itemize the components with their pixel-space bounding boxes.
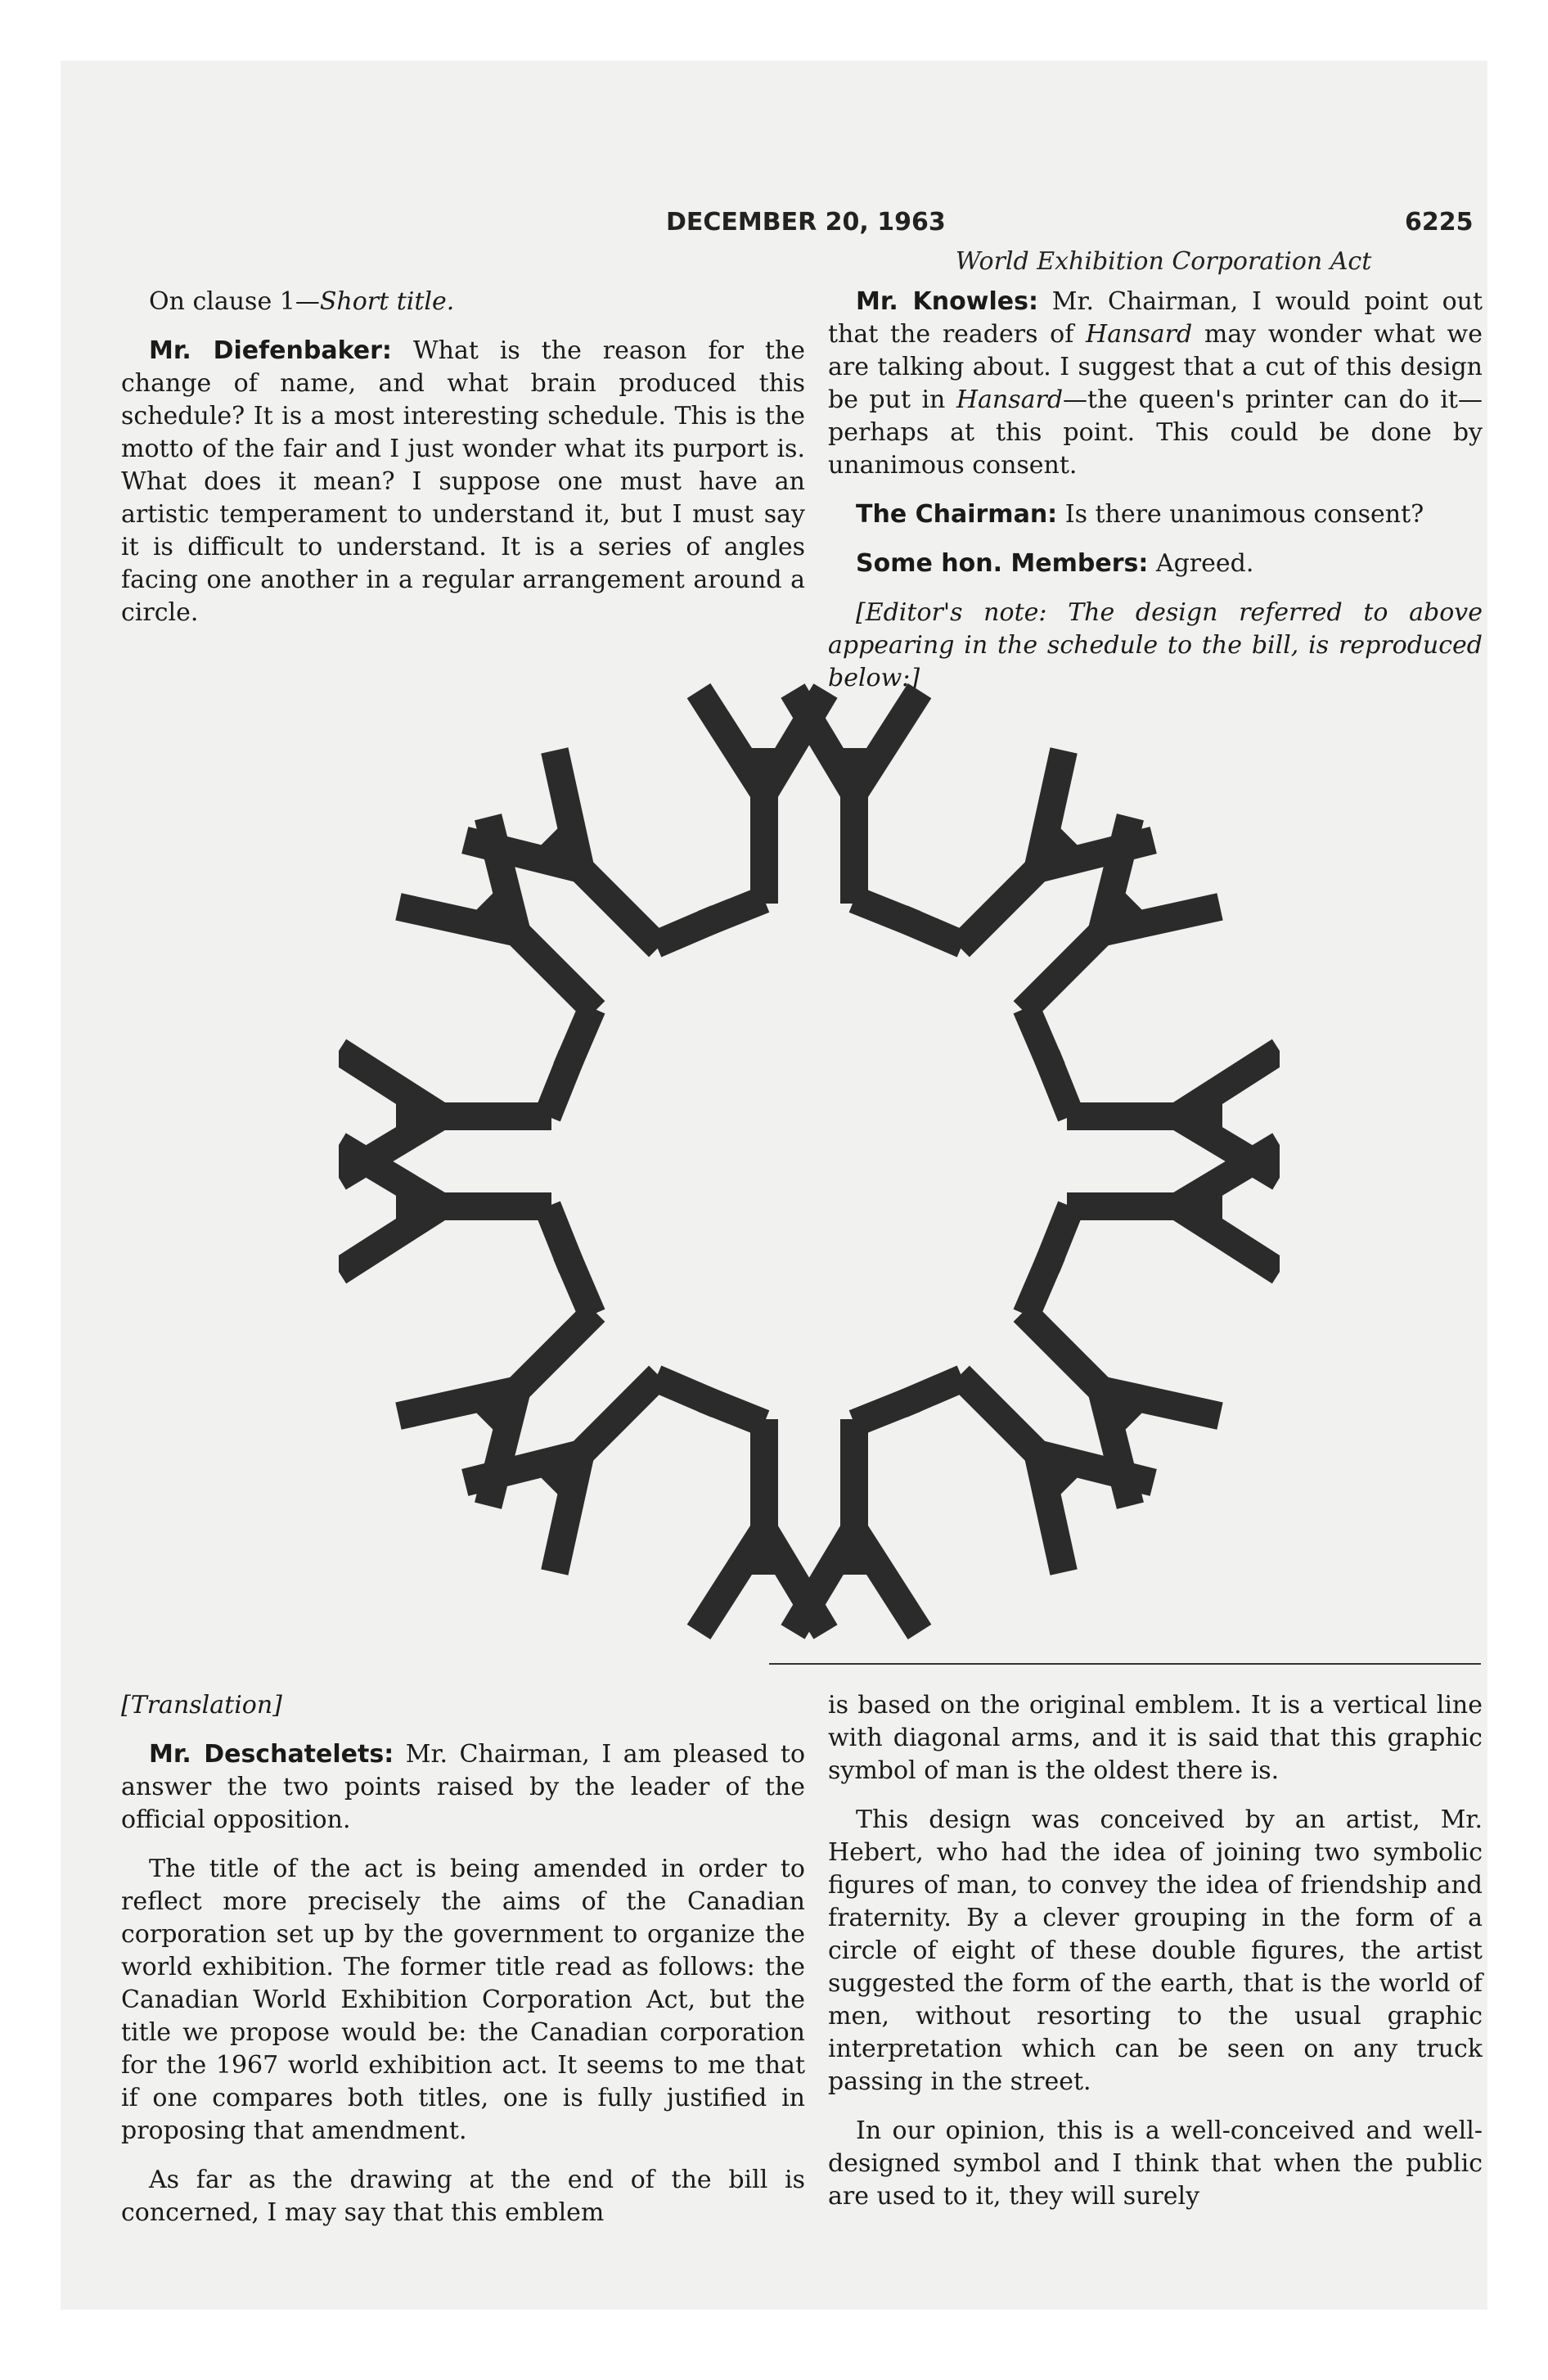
emblem-figure-pair — [899, 1251, 1220, 1572]
drawing-paragraph: As far as the drawing at the end of the bill is concerned, I may say that this emblem — [121, 2166, 805, 2227]
members-paragraph — [828, 548, 1483, 580]
knowles-text-b: may wonder what we are talking about. I suggest that a cut of this design be put in — [828, 320, 1483, 414]
emblem-stroke — [339, 1051, 441, 1116]
knowles-text-c: —the queen's printer can do it—perhaps at this point. This could be done by unanimous consent. — [828, 385, 1483, 480]
emblem-stroke — [854, 691, 920, 793]
editors-note: [Editor's note: The design referred to above appearing in the schedule to the bill, is reproduced below:] — [828, 598, 1483, 692]
chairman-text: Is there unanimous consent? — [1064, 500, 1424, 529]
emblem-stroke — [699, 691, 764, 793]
artist-paragraph: This design was conceived by an artist, Mr. Hebert, who had the idea of joining two symbolic figures of man, to convey the idea of friendship and fraternity. By a clever grouping in the form of a circle of eight of these double figures, the artist suggested the form of the earth, that is the world of men, without resorting to the usual graphic interpretation which can be seen on any truck passing in the street. — [828, 1805, 1483, 2096]
left-bottom-column — [121, 1689, 805, 2229]
running-title: World Exhibition Corporation Act — [955, 247, 1372, 276]
emblem-figures — [339, 691, 1280, 1632]
emblem-stroke — [854, 1530, 920, 1632]
hansard-ref-2: Hansard — [956, 385, 1064, 414]
speaker-diefenbaker: Mr. Diefenbaker: — [149, 336, 392, 365]
translation-label: [Translation] — [121, 1691, 282, 1720]
emblem-stroke — [656, 1361, 717, 1422]
emblem-origin-paragraph: is based on the original emblem. It is a vertical line with diagonal arms, and it is said that this graphic symbol of man is the oldest there is. — [828, 1691, 1483, 1785]
members-text: Agreed. — [1155, 549, 1254, 578]
speaker-deschatelets: Mr. Deschatelets: — [149, 1740, 394, 1769]
emblem-figure-pair — [398, 1251, 719, 1572]
emblem-figure-pair — [398, 751, 719, 1071]
title-amendment-paragraph: The title of the act is being amended in order to reflect more precisely the aims of the Canadian corporation set up by the government to organize the world exhibition. The former title read as follows: the Canadian World Exhibition Corporation Act, but the title we propose would be: the Canadian corporation for the 1967 world exhibition act. It seems to me that if one compares both titles, one is fully justified in proposing that amendment. — [121, 1855, 805, 2145]
emblem-figure-pair — [1046, 1051, 1280, 1272]
emblem-stroke — [1009, 1254, 1069, 1314]
emblem-stroke — [1024, 1312, 1101, 1390]
left-top-column — [121, 286, 805, 629]
emblem-stroke — [960, 1376, 1037, 1454]
right-bottom-column — [828, 1689, 1483, 2213]
emblem-stroke — [854, 1399, 916, 1423]
deschatelets-paragraph — [121, 1738, 805, 1837]
emblem-stroke — [902, 901, 962, 962]
hansard-ref-1: Hansard — [1086, 320, 1193, 349]
emblem-stroke — [581, 1376, 659, 1454]
emblem-stroke — [1046, 1055, 1071, 1116]
emblem-stroke — [656, 901, 717, 962]
emblem-stroke — [699, 1530, 764, 1632]
emblem-stroke — [549, 1008, 610, 1069]
page-number: 6225 — [1405, 208, 1474, 237]
page-date: DECEMBER 20, 1963 — [666, 208, 946, 237]
speaker-members: Some hon. Members: — [856, 549, 1149, 578]
emblem-stroke — [1024, 933, 1101, 1011]
clause-label: On clause 1— — [149, 287, 320, 316]
emblem-stroke — [581, 869, 659, 947]
knowles-paragraph — [828, 286, 1483, 482]
expo-emblem — [339, 662, 1280, 1661]
emblem-stroke — [960, 869, 1037, 947]
emblem-figure-pair — [339, 1051, 572, 1272]
emblem-bottom-rule — [769, 1663, 1481, 1665]
emblem-figure-pair — [699, 1399, 920, 1632]
emblem-stroke — [517, 933, 595, 1011]
page-sheet — [61, 61, 1487, 2310]
emblem-figure-pair — [699, 691, 920, 924]
chairman-paragraph — [828, 498, 1483, 531]
clause-heading — [121, 286, 805, 318]
emblem-stroke — [547, 1206, 572, 1268]
speaker-knowles: Mr. Knowles: — [856, 287, 1038, 316]
right-top-column — [828, 286, 1483, 695]
deschatelets-text: Mr. Chairman, I am pleased to answer the two points raised by the leader of the official opposition. — [121, 1740, 806, 1834]
emblem-stroke — [517, 1312, 595, 1390]
diefenbaker-text: What is the reason for the change of name, and what brain produced this schedule? It is a most interesting schedule. This is the motto of the fair and I just wonder what its purport is. What does it mean? I suppose one must have an artistic temperament to understand it, but I must say it is difficult to understand. It is a series of angles facing one another in a regular arrangement around a circle. — [121, 336, 805, 627]
emblem-figure-pair — [899, 751, 1220, 1071]
speaker-chairman: The Chairman: — [856, 500, 1058, 529]
opinion-paragraph: In our opinion, this is a well-conceived and well-designed symbol and I think that when the public are used to it, they will surely — [828, 2116, 1483, 2211]
diefenbaker-paragraph — [121, 335, 805, 629]
knowles-text-a: Mr. Chairman, I would point out that the readers of — [828, 287, 1483, 349]
emblem-stroke — [1177, 1206, 1280, 1272]
emblem-stroke — [339, 1206, 441, 1272]
emblem-stroke — [1177, 1051, 1280, 1116]
clause-title: Short title. — [319, 287, 455, 316]
